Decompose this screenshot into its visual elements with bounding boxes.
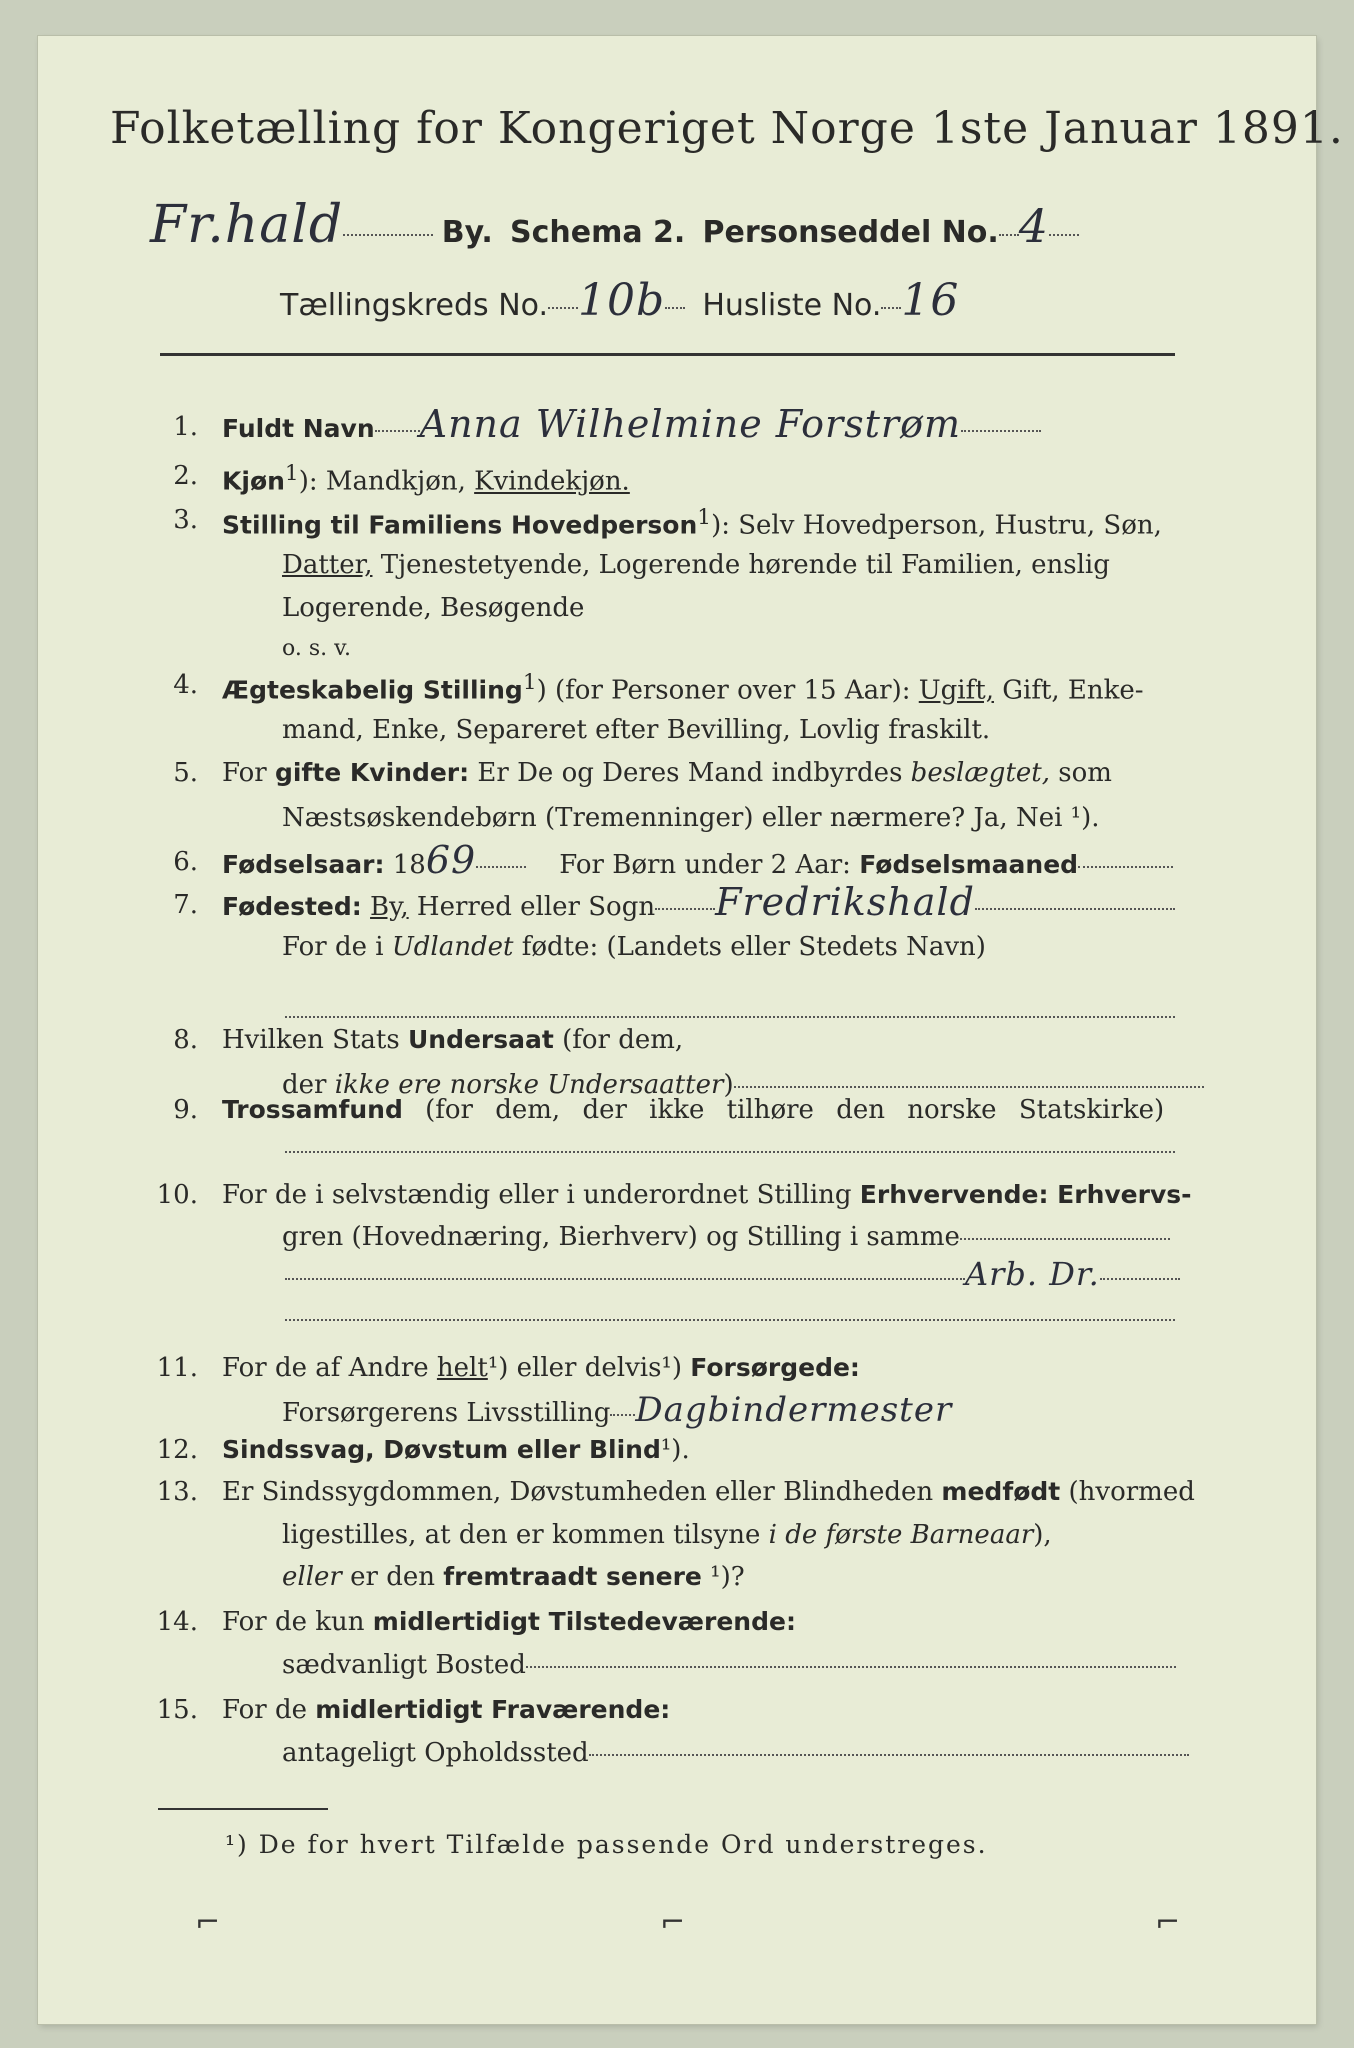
corner-mark-icon: ⌐ <box>660 1905 686 1940</box>
husliste-label: Husliste No. <box>702 288 882 323</box>
item-number: 10. <box>156 1180 198 1210</box>
dotted-fill <box>589 1753 1189 1756</box>
dotted-fill <box>655 907 715 910</box>
item-text: sædvanligt Bosted <box>282 1650 526 1680</box>
item-11-line-2 <box>282 1390 952 1430</box>
husliste-no: 16 <box>901 275 960 326</box>
item-text: Gift, Enke- <box>993 675 1144 706</box>
item-text: ¹)? <box>701 1562 745 1592</box>
dotted-fill <box>343 233 433 236</box>
item-text: ): Selv Hovedperson, Hustru, Søn, <box>711 510 1162 541</box>
corner-mark-icon: ⌐ <box>195 1905 221 1940</box>
dotted-fill <box>548 306 578 309</box>
item-text: antageligt Opholdssted <box>282 1738 589 1768</box>
item-label: Forsørgede: <box>690 1353 860 1382</box>
item-text: For de <box>222 1695 316 1725</box>
item-text: Herred eller Sogn <box>408 892 656 922</box>
item-label: Stilling til Familiens Hovedperson <box>222 510 698 540</box>
item-9-religion <box>222 1095 1164 1125</box>
birthplace-answer: Fredrikshald <box>715 880 975 924</box>
item-number: 6. <box>173 847 198 877</box>
item-label: Erhvervende: Erhvervs- <box>859 1180 1192 1209</box>
item-text: Tjenestetyende, Logerende hørende til Familien, enslig <box>372 550 1110 580</box>
item-5-line-1 <box>222 758 1112 788</box>
schema-label: Schema 2. <box>510 215 686 250</box>
item-text: er den <box>341 1562 444 1592</box>
footnote-ref: 1 <box>284 461 299 486</box>
item-number: 1. <box>173 412 198 442</box>
selected-option: Kvindekjøn. <box>474 466 630 497</box>
item-15-line-2 <box>282 1738 1189 1768</box>
corner-mark-icon: ⌐ <box>1155 1905 1181 1940</box>
item-label: Sindssvag, Døvstum eller Blind <box>222 1435 661 1464</box>
item-text: For de af Andre <box>222 1353 437 1383</box>
item-text: Er Sindssygdommen, Døvstumheden eller Blindheden <box>222 1477 942 1507</box>
personseddel-label: Personseddel No. <box>702 215 999 250</box>
item-13-line-3 <box>282 1562 745 1592</box>
birth-year-answer: 69 <box>425 838 477 882</box>
footnote-ref: 1 <box>522 670 537 695</box>
item-number: 14. <box>156 1607 198 1637</box>
footnote-divider <box>158 1808 328 1810</box>
item-number: 8. <box>173 1025 198 1055</box>
item-text: 18 <box>384 850 426 880</box>
dotted-fill <box>665 306 685 309</box>
provider-occupation-answer: Dagbindermester <box>635 1390 953 1430</box>
dotted-fill <box>975 907 1175 910</box>
selected-option: Ugift, <box>918 675 994 706</box>
item-number: 2. <box>173 461 198 491</box>
header-divider <box>160 353 1175 356</box>
item-10-answer-line <box>285 1255 1180 1293</box>
item-label: Trossamfund <box>222 1095 403 1124</box>
item-label: Fuldt Navn <box>222 414 375 443</box>
dotted-fill <box>961 429 1041 432</box>
item-text: For Børn under 2 Aar: <box>559 850 860 880</box>
item-label: gifte Kvinder: <box>274 758 470 787</box>
item-text: Er De og Deres Mand indbyrdes <box>469 758 911 788</box>
item-10-line-2 <box>282 1222 1170 1252</box>
item-number: 9. <box>173 1095 198 1125</box>
item-text: fødte: (Landets eller Stedets Navn) <box>513 932 986 962</box>
item-label: Fødselsaar: <box>222 850 385 879</box>
kreds-no: 10b <box>578 275 666 326</box>
dotted-fill <box>734 1085 1204 1088</box>
item-label: midlertidigt Tilstedeværende: <box>372 1607 796 1636</box>
form-title: Folketælling for Kongeriget Norge 1ste Januar 1891. <box>110 103 1344 154</box>
item-number: 3. <box>173 505 198 535</box>
occupation-answer: Arb. Dr. <box>965 1255 1100 1293</box>
personseddel-no: 4 <box>1018 199 1050 253</box>
selected-option: helt <box>436 1353 488 1383</box>
item-11-line-1 <box>222 1353 860 1383</box>
dotted-fill <box>1049 233 1079 236</box>
by-label: By. <box>441 215 493 250</box>
footnote: ¹) De for hvert Tilfælde passende Ord understreges. <box>225 1830 988 1859</box>
item-text: ) (for Personer over 15 Aar): <box>536 675 919 706</box>
item-text: ikke ere norske Undersaatter <box>334 1070 724 1100</box>
dotted-fill <box>881 306 901 309</box>
item-text: ), <box>1033 1520 1052 1550</box>
item-15-line-1 <box>222 1695 670 1725</box>
item-12-disability <box>222 1435 690 1465</box>
dotted-fill <box>526 1665 1176 1668</box>
item-text: der <box>282 1070 335 1100</box>
item-text: For de kun <box>222 1607 373 1637</box>
item-label: Undersaat <box>407 1025 554 1054</box>
item-label: Kjøn <box>222 466 285 496</box>
item-text: (hvormed <box>1060 1477 1195 1507</box>
item-text: (for dem, <box>553 1025 684 1055</box>
selected-option: By, <box>370 892 409 922</box>
item-label: fremtraadt senere <box>443 1562 702 1591</box>
footnote-ref: 1 <box>697 505 712 530</box>
item-3-line-4: o. s. v. <box>282 636 351 661</box>
blank-answer-line <box>285 1318 1175 1321</box>
item-text: beslægtet, <box>910 758 1050 788</box>
item-label: Fødested: <box>222 892 362 921</box>
item-text: ¹) eller delvis¹) <box>487 1353 691 1383</box>
item-14-line-2 <box>282 1650 1176 1680</box>
item-5-line-2: Næstsøskendebørn (Tremenninger) eller nærmere? Ja, Nei ¹). <box>282 803 1100 833</box>
item-text: For de i selvstændig eller i underordnet Stilling <box>222 1180 860 1210</box>
item-label: Ægteskabelig Stilling <box>222 675 523 705</box>
item-3-line-2 <box>282 550 1110 580</box>
item-7-line-1 <box>222 880 1175 924</box>
item-13-line-2 <box>282 1520 1052 1550</box>
item-text: Udlandet <box>391 932 514 962</box>
kreds-line <box>280 275 959 326</box>
item-text: ): Mandkjøn, <box>298 466 466 497</box>
city-line <box>150 195 1079 255</box>
item-text: ligestilles, at den er kommen tilsyne <box>282 1520 769 1550</box>
item-4-line-1 <box>222 670 1144 706</box>
dotted-fill <box>999 233 1019 236</box>
item-2-gender <box>222 461 630 497</box>
city-handwritten: Fr.hald <box>150 195 344 255</box>
item-text: som <box>1050 758 1112 788</box>
item-number: 11. <box>156 1353 198 1383</box>
blank-answer-line <box>285 1015 1175 1018</box>
item-number: 4. <box>173 670 198 700</box>
item-text: For <box>222 758 275 788</box>
item-14-line-1 <box>222 1607 796 1637</box>
item-8-line-1 <box>222 1025 683 1055</box>
item-number: 7. <box>173 890 198 920</box>
item-3-line-3: Logerende, Besøgende <box>282 593 585 623</box>
item-text: gren (Hovednæring, Bierhverv) og Stilling i samme <box>282 1222 960 1252</box>
item-number: 12. <box>156 1435 198 1465</box>
item-text: Hvilken Stats <box>222 1025 408 1055</box>
item-3-line-1 <box>222 505 1162 541</box>
dotted-fill <box>1078 865 1173 868</box>
item-text: eller <box>282 1562 342 1592</box>
kreds-label: Tællingskreds No. <box>280 288 548 323</box>
item-label: midlertidigt Fraværende: <box>315 1695 671 1724</box>
item-7-line-2 <box>282 932 986 962</box>
item-text: i de første Barneaar <box>768 1520 1034 1550</box>
item-number: 5. <box>173 758 198 788</box>
item-text: For de i <box>282 932 392 962</box>
item-text: ¹). <box>660 1435 690 1465</box>
dotted-fill <box>285 1277 965 1280</box>
item-text: ) <box>723 1070 734 1100</box>
item-label: medfødt <box>941 1477 1061 1506</box>
item-number: 13. <box>156 1477 198 1507</box>
dotted-fill <box>1100 1277 1180 1280</box>
dotted-fill <box>375 429 420 432</box>
item-text: Forsørgerens Livsstilling <box>282 1398 611 1428</box>
item-number: 15. <box>156 1695 198 1725</box>
dotted-fill <box>960 1237 1170 1240</box>
item-1-full-name <box>222 402 1041 446</box>
item-6-birth-year <box>222 838 1173 882</box>
item-13-line-1 <box>222 1477 1195 1507</box>
dotted-fill <box>610 1413 635 1416</box>
blank-answer-line <box>285 1150 1175 1153</box>
selected-option: Datter, <box>282 550 373 580</box>
full-name-answer: Anna Wilhelmine Forstrøm <box>419 402 961 446</box>
item-label: Fødselsmaaned <box>859 850 1079 879</box>
item-4-line-2: mand, Enke, Separeret efter Bevilling, Lovlig fraskilt. <box>282 715 991 745</box>
item-10-line-1 <box>222 1180 1192 1210</box>
item-text: (for dem, der ikke tilhøre den norske Statskirke) <box>402 1095 1165 1125</box>
dotted-fill <box>476 865 526 868</box>
